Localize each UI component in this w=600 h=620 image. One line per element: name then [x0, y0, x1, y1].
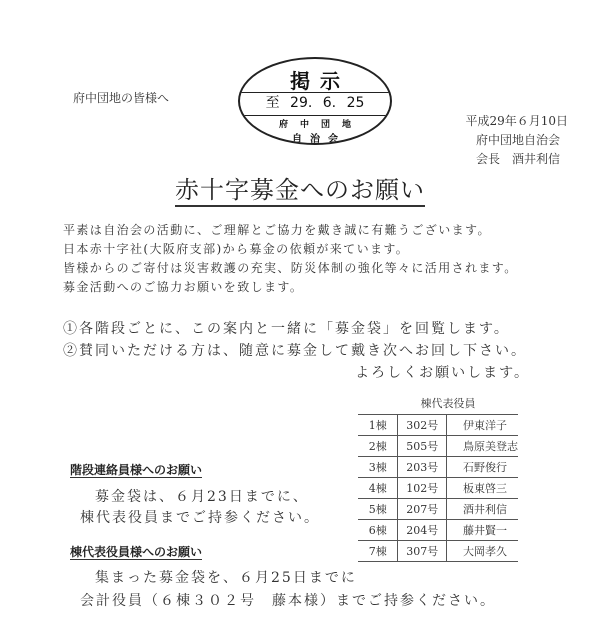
building-rep-line: 集まった募金袋を、６月25日までに	[95, 570, 357, 586]
room-cell: 207号	[398, 499, 447, 520]
intro-paragraph	[63, 221, 518, 297]
room-cell: 505号	[398, 436, 447, 457]
table-row	[358, 499, 518, 520]
name-cell: 酒井利信	[447, 499, 519, 520]
room-cell: 307号	[398, 541, 447, 562]
stair-contact-line: 募金袋は、６月23日までに、	[95, 489, 309, 505]
table-row	[358, 436, 518, 457]
building-cell: 4棟	[358, 478, 398, 499]
building-cell: 2棟	[358, 436, 398, 457]
building-cell: 5棟	[358, 499, 398, 520]
name-cell: 鳥原美登志	[447, 436, 519, 457]
stair-contact-heading-text: 階段連絡員様へのお願い	[70, 463, 203, 477]
name-cell: 大岡孝久	[447, 541, 519, 562]
stamp-expiry	[240, 92, 390, 116]
stamp-title: 掲示	[290, 69, 350, 93]
stamp-until-label: 至	[265, 95, 280, 111]
stamp-org-line1: 府中団地	[278, 120, 363, 130]
building-rep-line: 会計役員（６棟３０２号 藤本様）までご持参ください。	[80, 593, 496, 609]
name-cell: 板東啓三	[447, 478, 519, 499]
room-cell: 102号	[398, 478, 447, 499]
table-row	[358, 478, 518, 499]
posting-stamp	[238, 57, 392, 145]
name-cell: 伊東洋子	[447, 415, 519, 436]
intro-line: 日本赤十字社(大阪府支部)から募金の依頼が来ています。	[63, 242, 410, 256]
name-cell: 石野俊行	[447, 457, 519, 478]
addressee: 府中団地の皆様へ	[73, 91, 170, 105]
sender-block	[465, 112, 568, 169]
table-row	[358, 520, 518, 541]
steps-list	[63, 318, 527, 362]
stamp-org-line2: 自治会	[292, 134, 346, 145]
stair-contact-heading	[70, 461, 202, 478]
name-cell: 藤井賢一	[447, 520, 519, 541]
room-cell: 203号	[398, 457, 447, 478]
sender-date: 平成29年６月10日	[465, 114, 568, 128]
table-row	[358, 541, 518, 562]
room-cell: 204号	[398, 520, 447, 541]
building-rep-heading-text: 棟代表役員様へのお願い	[70, 545, 203, 559]
intro-line: 皆様からのご寄付は災害救護の充実、防災体制の強化等々に活用されます。	[63, 261, 518, 275]
building-cell: 7棟	[358, 541, 398, 562]
building-cell: 3棟	[358, 457, 398, 478]
step-item: ①各階段ごとに、この案内と一緒に「募金袋」を回覧します。	[63, 321, 510, 337]
intro-line: 平素は自治会の活動に、ご理解とご協力を戴き誠に有難うございます。	[63, 223, 491, 237]
document-title-text: 赤十字募金へのお願い	[175, 176, 425, 207]
closing-text: よろしくお願いします。	[355, 365, 530, 381]
building-cell: 6棟	[358, 520, 398, 541]
stair-contact-line: 棟代表役員までご持参ください。	[80, 510, 320, 526]
building-cell: 1棟	[358, 415, 398, 436]
stamp-until-date: 29. 6. 25	[290, 95, 365, 111]
representatives-table	[358, 396, 518, 562]
sender-organization: 府中団地自治会	[475, 133, 560, 147]
sender-role-name: 会長 酒井利信	[475, 152, 560, 166]
building-rep-heading	[70, 543, 202, 560]
intro-line: 募金活動へのご協力お願いを致します。	[63, 280, 304, 294]
table-row	[358, 457, 518, 478]
document-title	[0, 170, 600, 205]
step-item: ②賛同いただける方は、随意に募金して戴き次へお回し下さい。	[63, 343, 527, 359]
room-cell: 302号	[398, 415, 447, 436]
table-row	[358, 415, 518, 436]
table-caption: 棟代表役員	[420, 397, 476, 410]
